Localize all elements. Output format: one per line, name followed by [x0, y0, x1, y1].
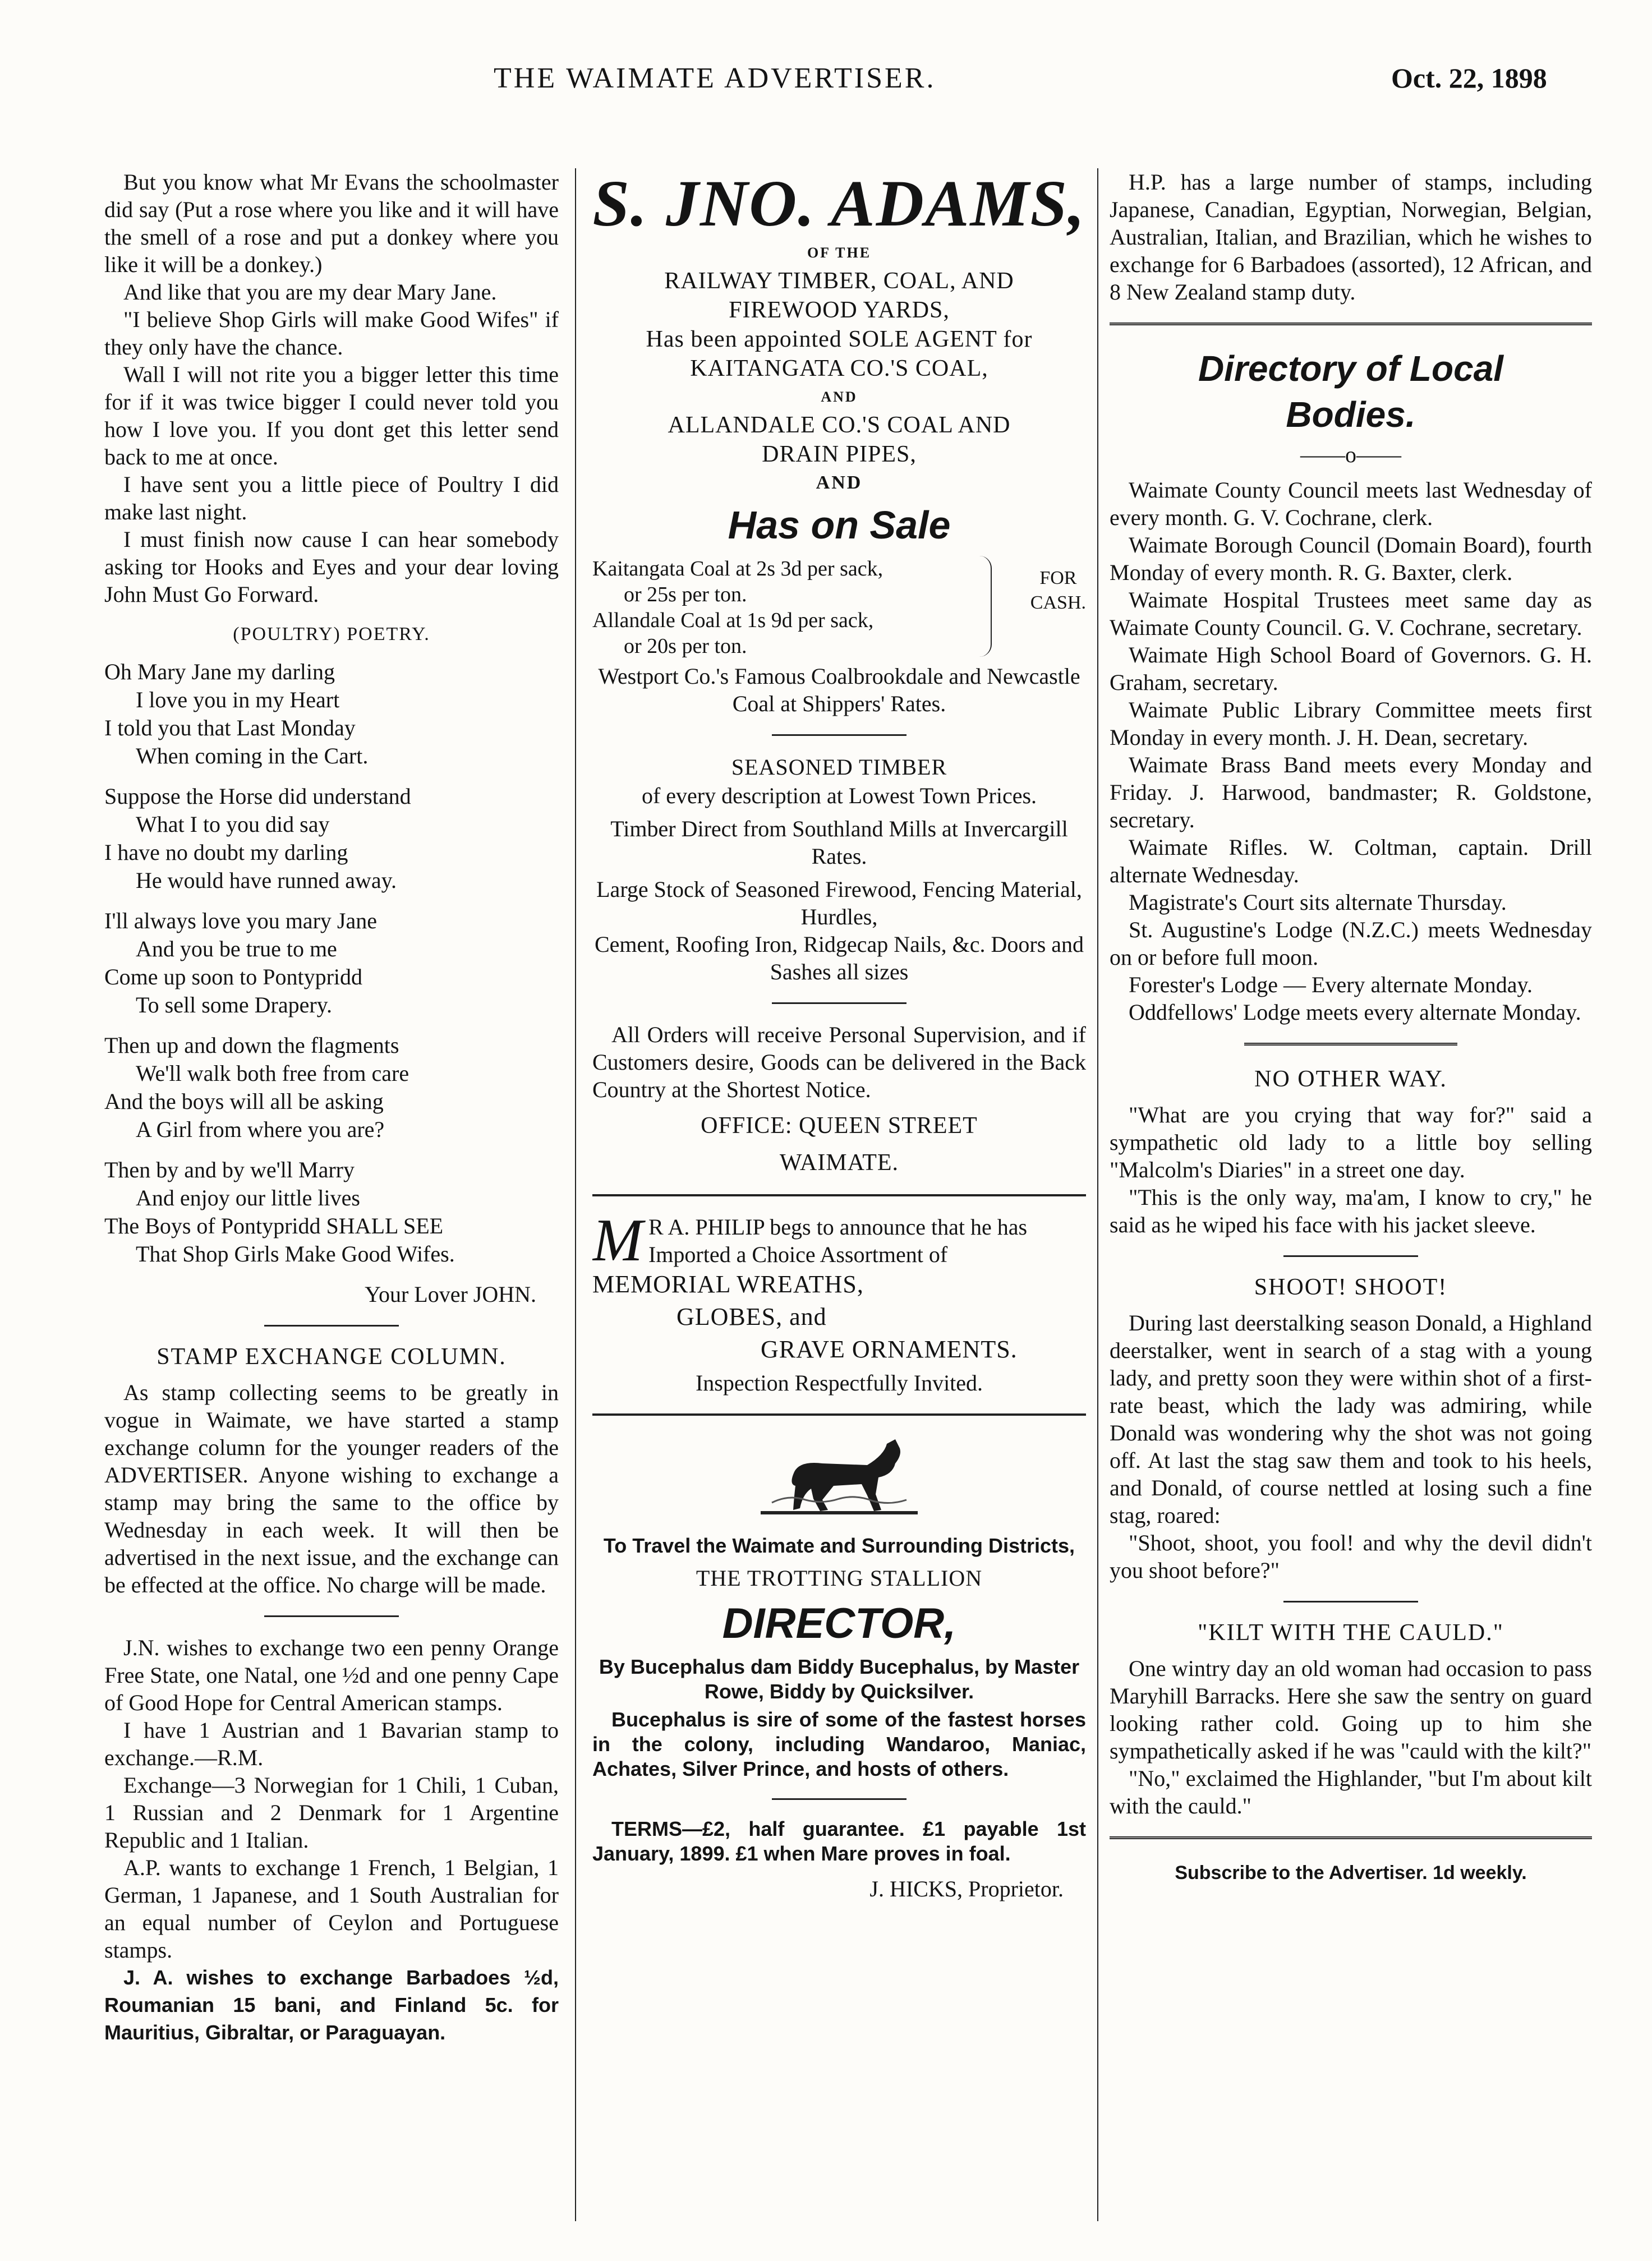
directory-entry: St. Augustine's Lodge (N.Z.C.) meets Wednesday on or before full moon. — [1110, 917, 1592, 970]
column-rule-1 — [575, 168, 576, 2221]
stamp-intro: As stamp collecting seems to be greatly in vogue in Waimate, we have started a stamp exchange column for the younger readers of the ADVERTISER. Anyone wishing to exchange a stamp may bring the same to the office by Wednesday in each week. It will then be advertised in the next issue, and the exchange can be effected at the office. No charge will be made. — [104, 1380, 559, 1597]
travel-line: To Travel the Waimate and Surrounding Districts, — [603, 1534, 1075, 1557]
divider — [264, 1325, 399, 1327]
poem-line: The Boys of Pontypridd SHALL SEE — [104, 1213, 444, 1238]
proprietor-line: J. HICKS, Proprietor. — [869, 1876, 1064, 1901]
story-paragraph: "What are you crying that way for?" said a sympathetic old lady to a little boy selling "Malcolm's Diaries" in a street one day. — [1110, 1102, 1592, 1182]
stamp-exchange-heading: STAMP EXCHANGE COLUMN. — [157, 1344, 507, 1370]
advert-and: AND — [821, 389, 858, 405]
column-middle — [592, 168, 1086, 1903]
director-title: DIRECTOR, — [722, 1600, 956, 1647]
has-on-sale-heading: Has on Sale — [728, 503, 951, 547]
large-stock: Large Stock of Seasoned Firewood, Fencing Material, Hurdles, — [596, 877, 1082, 929]
newspaper-title: THE WAIMATE ADVERTISER. — [494, 62, 936, 94]
price-line: or 20s per ton. — [624, 634, 747, 658]
story-paragraph: "This is the only way, ma'am, I know to cry," he said as he wiped his face with his jacket sleeve. — [1110, 1185, 1592, 1237]
no-other-way-heading: NO OTHER WAY. — [1254, 1066, 1447, 1092]
kilt-heading: "KILT WITH THE CAULD." — [1198, 1620, 1504, 1646]
westport-line: Westport Co.'s Famous Coalbrookdale and Newcastle Coal at Shippers' Rates. — [598, 664, 1080, 716]
directory-title-line: Bodies. — [1286, 394, 1416, 435]
for-cash-label: CASH. — [1030, 592, 1086, 613]
poem-stanza — [104, 907, 559, 1019]
directory-entry: Oddfellows' Lodge meets every alternate Monday. — [1129, 1000, 1581, 1025]
letter-paragraph: And like that you are my dear Mary Jane. — [123, 279, 497, 305]
directory-title — [1110, 346, 1592, 438]
philip-text: R A. PHILIP begs to announce that he has Imported a Choice Assortment of — [648, 1214, 1028, 1267]
exchange-item: Exchange—3 Norwegian for 1 Chili, 1 Cuban, 1 Russian and 2 Denmark for 1 Argentine Republic and 1 Italian. — [104, 1772, 559, 1853]
waimate-line: WAIMATE. — [779, 1150, 899, 1176]
directory-entry: Waimate Borough Council (Domain Board), fourth Monday of every month. R. G. Baxter, clerk. — [1110, 532, 1592, 585]
story-paragraph: One wintry day an old woman had occasion to pass Maryhill Barracks. Here she saw the sentry on guard looking rather cold. Going up to him she sympathetically asked if he was "cauld with the kilt?" — [1110, 1656, 1592, 1763]
poem-line: And you be true to me — [136, 936, 337, 961]
story-paragraph: During last deerstalking season Donald, a Highland deerstalker, went in search of a stag with a young lady, and pretty soon they were within shot of a first-rate beast, which the lady was admiring, while Donald was wondering why the shot was not going off. At last the stag saw them and took to his heels, and Donald, of course nettled at losing such a fine stag, roared: — [1110, 1310, 1592, 1528]
sire-line: Bucephalus is sire of some of the fastest horses in the colony, including Wandaroo, Maniac, Achates, Silver Prince, and hosts of others. — [592, 1708, 1086, 1780]
directory-entry: Waimate Public Library Committee meets first Monday in every month. J. H. Dean, secretary. — [1110, 697, 1592, 750]
letter-paragraph: I must finish now cause I can hear somebody asking tor Hooks and Eyes and your dear loving John Must Go Forward. — [104, 527, 559, 607]
advert-kaitangata: KAITANGATA CO.'S COAL, — [690, 356, 988, 381]
divider — [1283, 1601, 1418, 1602]
poem-line: And the boys will all be asking — [104, 1089, 384, 1114]
price-line: Allandale Coal at 1s 9d per sack, — [592, 609, 874, 632]
poem-line: Come up soon to Pontypridd — [104, 964, 363, 989]
letter-paragraph: I have sent you a little piece of Poultry I did make last night. — [104, 472, 559, 524]
divider — [772, 734, 906, 736]
column-rule-2 — [1097, 168, 1098, 2221]
poem-line: To sell some Drapery. — [136, 992, 333, 1017]
exchange-item: A.P. wants to exchange 1 French, 1 Belgian, 1 German, 1 Japanese, and 1 South Australian for an equal number of Ceylon and Portuguese stamps. — [104, 1855, 559, 1963]
memorial-line: GRAVE ORNAMENTS. — [761, 1336, 1018, 1363]
directory-title-line: Directory of Local — [1198, 348, 1504, 389]
double-divider — [1110, 323, 1592, 329]
poem-stanza — [104, 1156, 559, 1268]
advert-of-the: OF THE — [807, 245, 872, 261]
for-cash — [1030, 566, 1086, 615]
advert-and: AND — [816, 472, 863, 493]
dash-ornament: ——o—— — [1300, 442, 1401, 467]
directory-entry: Magistrate's Court sits alternate Thursday. — [1129, 890, 1507, 915]
advert-allandale: ALLANDALE CO.'S COAL AND — [668, 412, 1011, 438]
divider — [1283, 1255, 1418, 1257]
exchange-item: I have 1 Austrian and 1 Bavarian stamp to exchange.—R.M. — [104, 1717, 559, 1770]
column-left — [104, 168, 559, 2046]
divider — [772, 1798, 906, 1800]
exchange-item: J.N. wishes to exchange two een penny Orange Free State, one Natal, one ½d and one penny Cape of Good Hope for Central American stamps. — [104, 1635, 559, 1715]
advert-allandale: DRAIN PIPES, — [762, 441, 917, 467]
for-cash-label: FOR — [1039, 568, 1077, 588]
advert-yards-line: RAILWAY TIMBER, COAL, AND — [664, 268, 1014, 294]
advert-adams-title: S. JNO. ADAMS, — [592, 167, 1086, 240]
poem-line: We'll walk both free from care — [136, 1061, 409, 1086]
price-line: or 25s per ton. — [624, 583, 747, 606]
directory-entry: Forester's Lodge — Every alternate Monday. — [1129, 972, 1533, 997]
directory-entry: Waimate Hospital Trustees meet same day as Waimate County Council. G. V. Cochrane, secretary. — [1110, 587, 1592, 640]
memorial-line: GLOBES, and — [677, 1303, 827, 1330]
pedigree-line: By Bucephalus dam Biddy Bucephalus, by Master Rowe, Biddy by Quicksilver. — [599, 1655, 1080, 1703]
divider — [592, 1194, 1086, 1196]
poem-stanza — [104, 782, 559, 895]
poem-stanza — [104, 1032, 559, 1144]
column-right — [1110, 168, 1592, 1887]
poem-line: And enjoy our little lives — [136, 1185, 360, 1210]
philip-advert — [592, 1213, 1086, 1268]
inspection-line: Inspection Respectfully Invited. — [695, 1370, 983, 1396]
brace — [979, 556, 992, 657]
drop-cap: M — [592, 1213, 643, 1268]
poem-title: (POULTRY) POETRY. — [233, 624, 430, 644]
poem-line: I love you in my Heart — [136, 687, 340, 712]
letter-paragraph: Wall I will not rite you a bigger letter this time for if it was twice bigger I could never told you how I love you. If you dont get this letter send back to me at once. — [104, 362, 559, 469]
divider — [264, 1615, 399, 1617]
directory-entry: Waimate High School Board of Governors. G. H. Graham, secretary. — [1110, 642, 1592, 695]
double-divider — [1244, 1043, 1457, 1049]
seasoned-timber-text: of every description at Lowest Town Prices. — [641, 783, 1037, 808]
subscribe-line: Subscribe to the Advertiser. 1d weekly. — [1175, 1862, 1527, 1884]
poem-line: I'll always love you mary Jane — [104, 908, 377, 933]
poem-line: Suppose the Horse did understand — [104, 784, 411, 809]
hp-stamp-notice: H.P. has a large number of stamps, including Japanese, Canadian, Egyptian, Norwegian, Belgian, Australian, Italian, and Brazilian, which he wishes to exchange for 6 Barbadoes (assorted), 12 African, and 8 New Zealand stamp duty. — [1110, 169, 1592, 305]
story-paragraph: "No," exclaimed the Highlander, "but I'm about kilt with the cauld." — [1110, 1766, 1592, 1818]
poem-line: He would have runned away. — [136, 868, 397, 893]
price-line: Kaitangata Coal at 2s 3d per sack, — [592, 557, 883, 581]
letter-signature: Your Lover JOHN. — [365, 1282, 536, 1307]
poem-line: Then by and by we'll Marry — [104, 1157, 355, 1182]
cement-line: Cement, Roofing Iron, Ridgecap Nails, &c. Doors and Sashes all sizes — [594, 932, 1084, 984]
shoot-heading: SHOOT! SHOOT! — [1254, 1274, 1448, 1300]
exchange-item: J. A. wishes to exchange Barbadoes ½d, Roumanian 15 bani, and Finland 5c. for Mauritius, Gibraltar, or Paraguayan. — [104, 1966, 559, 2044]
advert-agent-line: Has been appointed SOLE AGENT for — [646, 326, 1033, 352]
issue-date: Oct. 22, 1898 — [1391, 62, 1547, 94]
seasoned-timber-heading: SEASONED TIMBER — [731, 754, 947, 780]
letter-paragraph: But you know what Mr Evans the schoolmaster did say (Put a rose where you like and it will have the smell of a rose and put a donkey where you like it will be a donkey.) — [104, 169, 559, 277]
divider — [592, 1413, 1086, 1416]
poem-line: What I to you did say — [136, 812, 330, 837]
story-paragraph: "Shoot, shoot, you fool! and why the devil didn't you shoot before?" — [1110, 1530, 1592, 1583]
poem-line: That Shop Girls Make Good Wifes. — [136, 1241, 455, 1267]
divider — [772, 1002, 906, 1004]
page-header — [0, 40, 1652, 102]
directory-entry: Waimate Brass Band meets every Monday and Friday. J. Harwood, bandmaster; R. Goldstone, secretary. — [1110, 752, 1592, 832]
stallion-line: THE TROTTING STALLION — [696, 1565, 983, 1591]
memorial-line: MEMORIAL WREATHS, — [592, 1270, 864, 1298]
poem-stanza — [104, 658, 559, 770]
horse-illustration-icon — [755, 1433, 923, 1528]
double-divider — [1110, 1836, 1592, 1843]
price-list — [592, 556, 1086, 659]
terms-line: TERMS—£2, half guarantee. £1 payable 1st January, 1899. £1 when Mare proves in foal. — [592, 1817, 1086, 1865]
advert-yards-line: FIREWOOD YARDS, — [729, 297, 950, 323]
directory-entry: Waimate Rifles. W. Coltman, captain. Drill alternate Wednesday. — [1110, 835, 1592, 887]
poem-line: I told you that Last Monday — [104, 715, 356, 740]
office-line: OFFICE: QUEEN STREET — [701, 1113, 978, 1139]
directory-entry: Waimate County Council meets last Wednesday of every month. G. V. Cochrane, clerk. — [1110, 477, 1592, 530]
poem-line: When coming in the Cart. — [136, 743, 369, 768]
letter-paragraph: "I believe Shop Girls will make Good Wifes" if they only have the chance. — [104, 307, 559, 360]
orders-paragraph: All Orders will receive Personal Supervision, and if Customers desire, Goods can be delivered in the Back Country at the Shortest Notice. — [592, 1022, 1086, 1102]
poem-line: Oh Mary Jane my darling — [104, 659, 335, 684]
poem-line: A Girl from where you are? — [136, 1117, 385, 1142]
poem-line: I have no doubt my darling — [104, 840, 348, 865]
poem-line: Then up and down the flagments — [104, 1033, 399, 1058]
timber-direct: Timber Direct from Southland Mills at Invercargill Rates. — [610, 816, 1068, 869]
